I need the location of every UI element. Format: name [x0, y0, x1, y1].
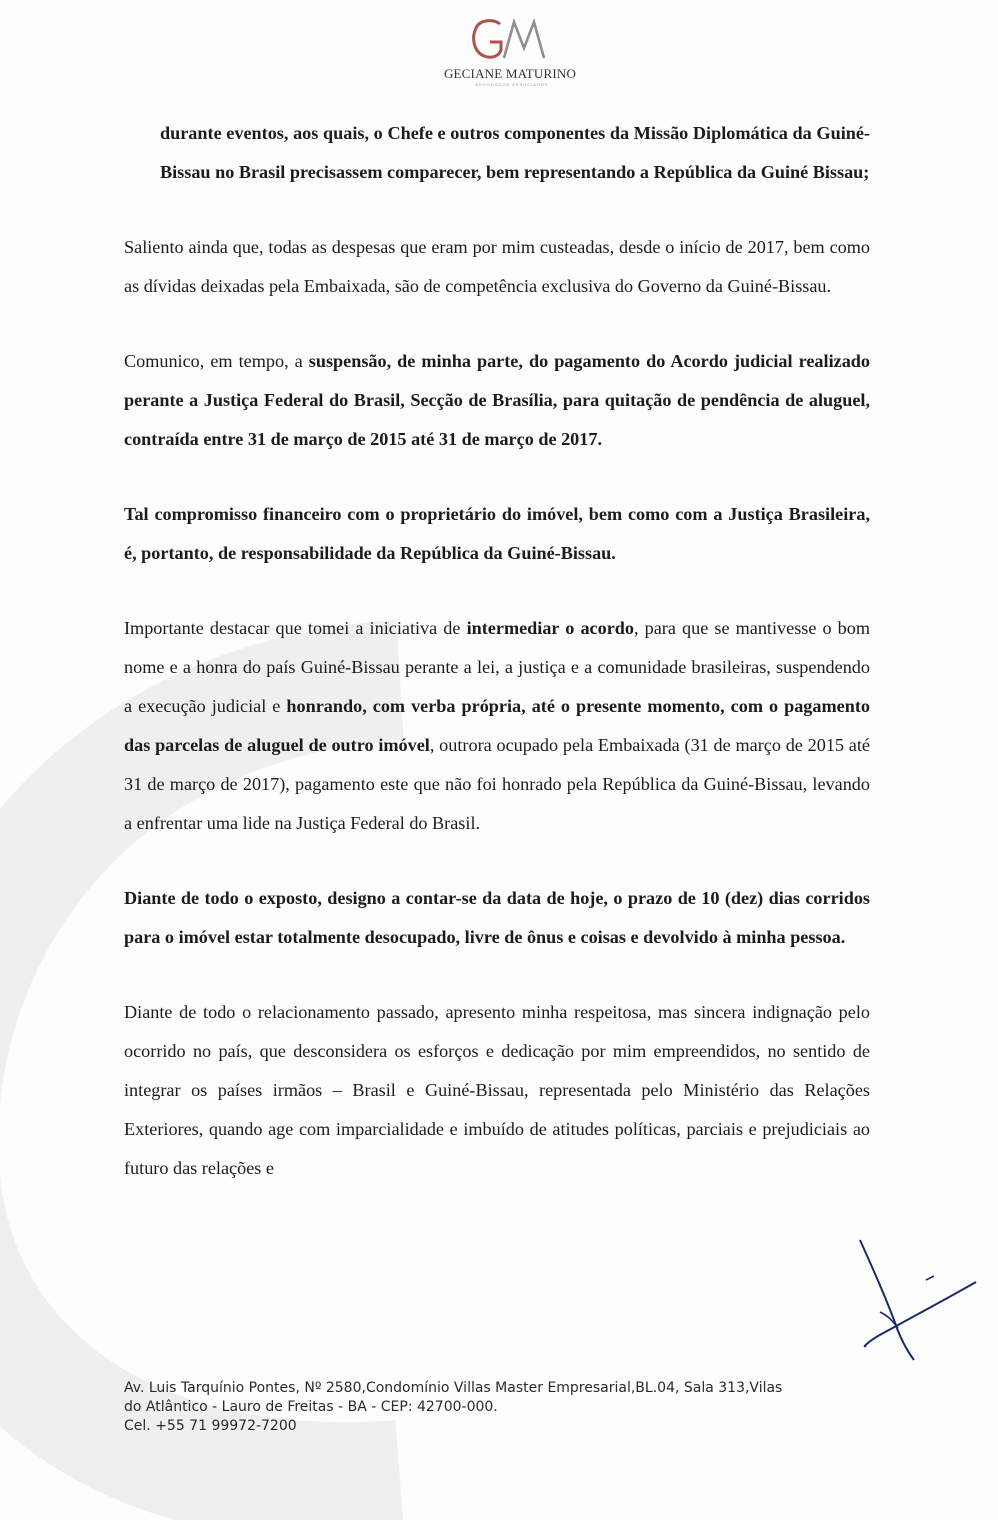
paragraph-3	[124, 342, 870, 459]
paragraph-7: Diante de todo o relacionamento passado, apresento minha respeitosa, mas sincera indignação pelo ocorrido no país, que desconsidera os esforços e dedicação por mim empreendidos, no sentido de integrar os países irmãos – Brasil e Guiné-Bissau, representada pelo Ministério das Relações Exteriores, quando age com imparcialidade e imbuído de atitudes políticas, parciais e prejudiciais ao futuro das relações e	[124, 1002, 870, 1178]
paragraph-4	[124, 495, 870, 573]
paragraph-5-bold-a: intermediar o acordo	[466, 618, 634, 638]
paragraph-5-bold-b: honrando, com verba própria, até o presente momento, com o pagamento das parcelas de aluguel de outro imóvel	[124, 696, 870, 755]
firm-name: GECIANE MATURINO	[443, 66, 577, 81]
firm-subtitle: ADVOGADOS ASSOCIADOS	[475, 82, 549, 87]
paragraph-1: durante eventos, aos quais, o Chefe e outros componentes da Missão Diplomática da Guiné-Bissau no Brasil precisassem comparecer, bem representando a República da Guiné Bissau;	[160, 123, 870, 182]
paragraph-5-text-b: , para que se mantivesse o bom nome e a honra do país Guiné-Bissau perante a lei, a justiça e a comunidade brasileiras, suspendendo a execução judicial e	[124, 618, 871, 716]
paragraph-4-bold: Tal compromisso financeiro com o proprietário do imóvel, bem como com a Justiça Brasileira, é, portanto, de responsabilidade da República da Guiné-Bissau.	[124, 504, 870, 563]
letterhead	[0, 0, 998, 100]
handwritten-signature	[848, 1228, 988, 1368]
paragraph-3-text: Comunico, em tempo, a	[124, 351, 309, 371]
paragraph-5	[124, 609, 870, 843]
firm-logo	[466, 14, 552, 64]
letter-body	[124, 114, 870, 1188]
paragraph-5-text-c: , outrora ocupado pela Embaixada (31 de março de 2015 até 31 de março de 2017), pagamento este que não foi honrado pela República da Guiné-Bissau, levando a enfrentar uma lide na Justiça Federal do Brasil.	[124, 735, 870, 833]
paragraph-2: Saliento ainda que, todas as despesas que eram por mim custeadas, desde o início de 2017, bem como as dívidas deixadas pela Embaixada, são de competência exclusiva do Governo da Guiné-Bissau.	[124, 237, 870, 296]
footer-address	[124, 1379, 884, 1436]
paragraph-6	[124, 879, 870, 957]
paragraph-5-text-a: Importante destacar que tomei a iniciativa de	[124, 618, 467, 638]
paragraph-6-bold: Diante de todo o exposto, designo a contar-se da data de hoje, o prazo de 10 (dez) dias corridos para o imóvel estar totalmente desocupado, livre de ônus e coisas e devolvido à minha pessoa.	[124, 888, 870, 947]
footer-line-1: Av. Luis Tarquínio Pontes, Nº 2580,Condomínio Villas Master Empresarial,BL.04, Sala 313,Vilas	[124, 1380, 783, 1396]
paragraph-3-bold: suspensão, de minha parte, do pagamento do Acordo judicial realizado perante a Justiça Federal do Brasil, Secção de Brasília, para quitação de pendência de aluguel, contraída entre 31 de março de 2015 até 31 de março de 2017.	[124, 351, 870, 449]
footer-line-2: do Atlântico - Lauro de Freitas - BA - CEP: 42700-000.	[124, 1399, 498, 1415]
footer-phone: Cel. +55 71 99972-7200	[124, 1418, 297, 1434]
